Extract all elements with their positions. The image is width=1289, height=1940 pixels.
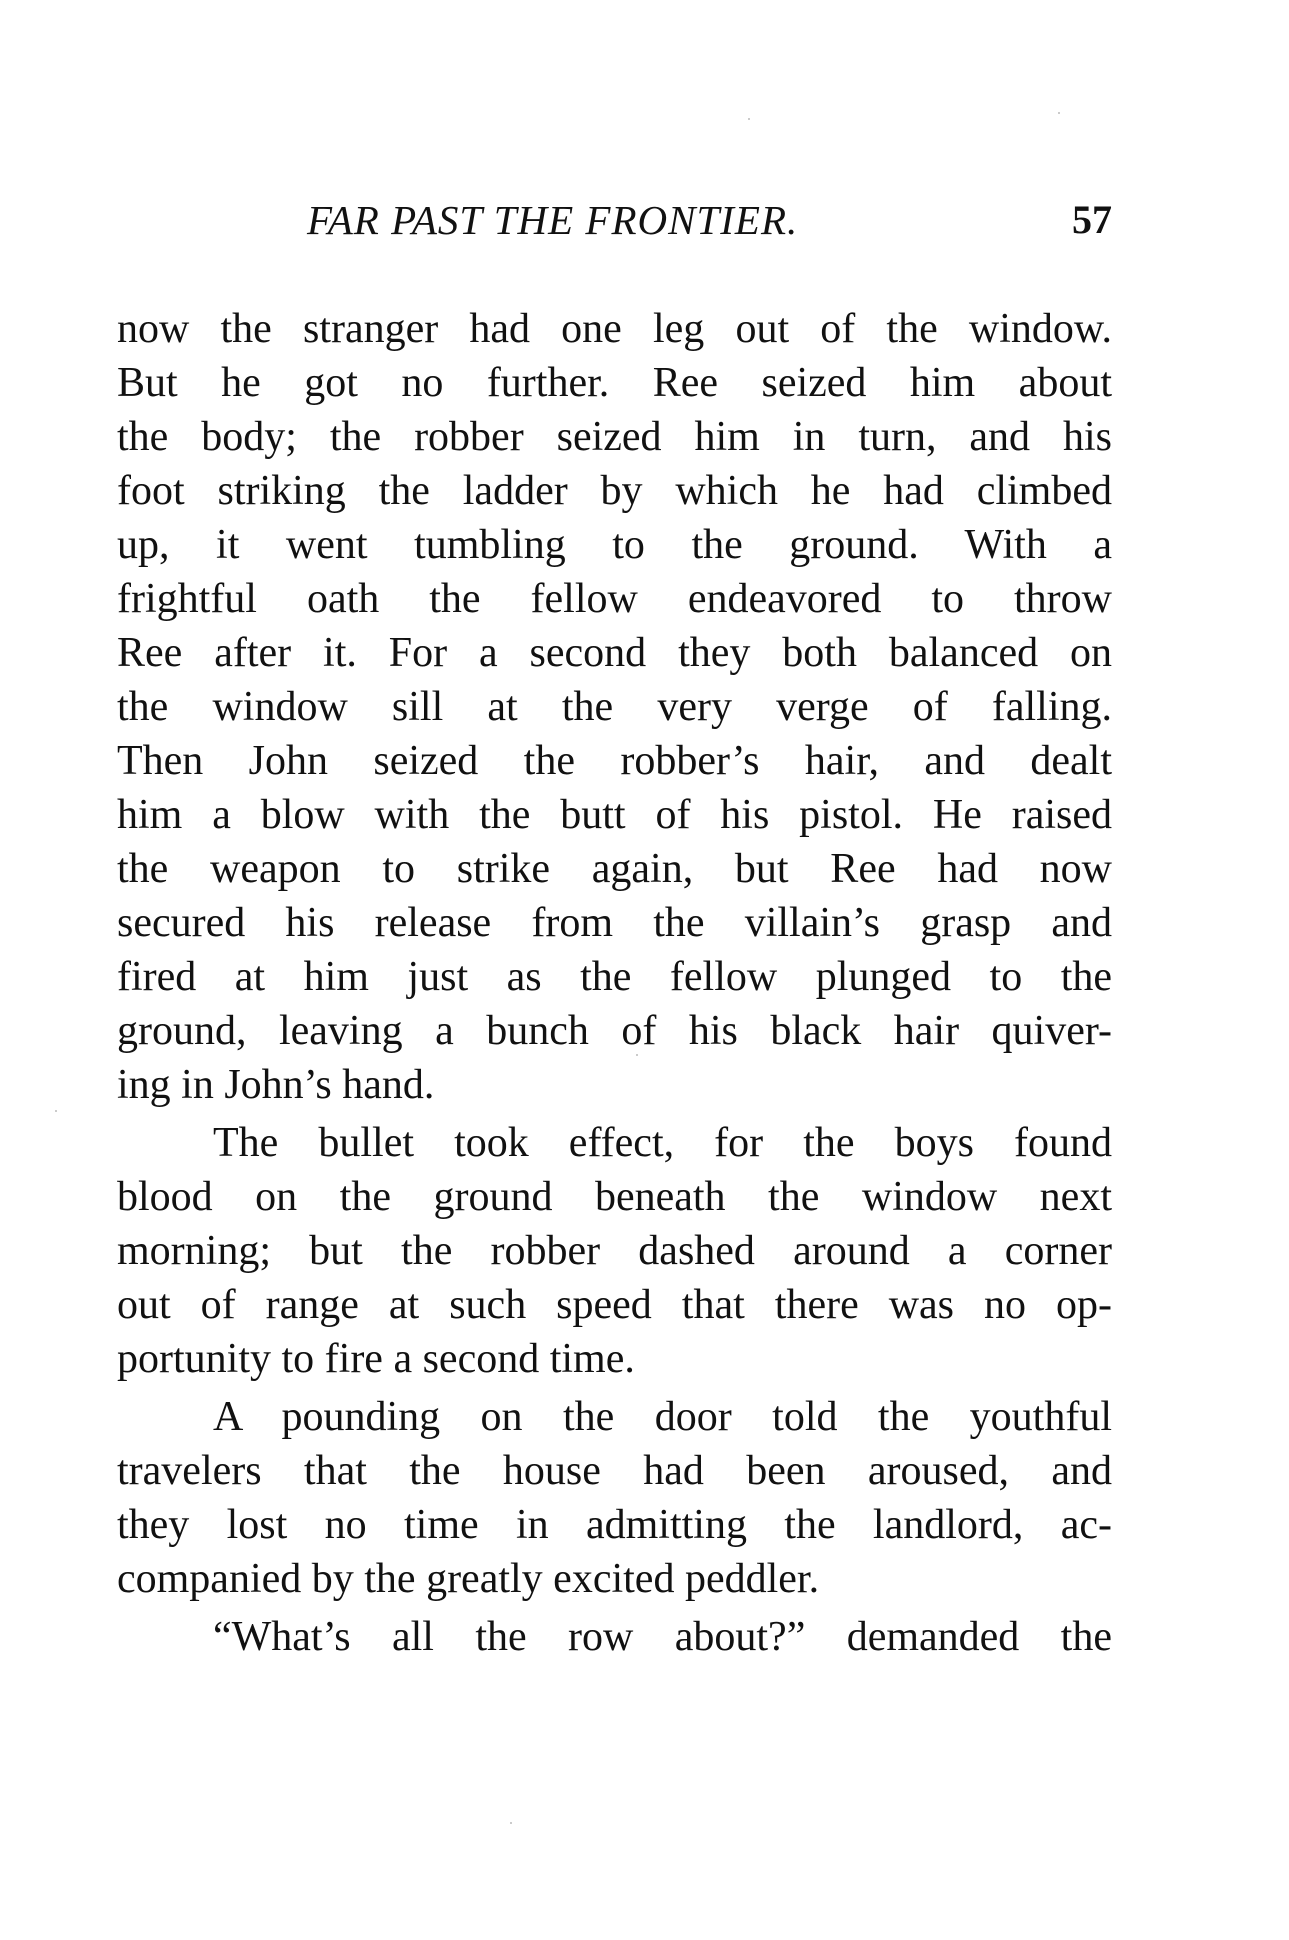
paragraph-3 — [117, 1390, 1112, 1606]
paragraph-1 — [117, 302, 1112, 1112]
text-line: travelers that the house had been aroused, and — [117, 1448, 1112, 1494]
text-line: foot striking the ladder by which he had climbed — [117, 468, 1112, 514]
paragraph-4 — [117, 1610, 1112, 1664]
text-line: the window sill at the very verge of falling. — [117, 684, 1112, 730]
scan-speck — [748, 118, 750, 120]
text-line: Ree after it. For a second they both balanced on — [117, 630, 1112, 676]
text-line: the weapon to strike again, but Ree had now — [117, 846, 1112, 892]
text-line: Then John seized the robber’s hair, and dealt — [117, 738, 1112, 784]
running-head — [117, 196, 1112, 244]
text-line: ing in John’s hand. — [117, 1062, 435, 1108]
text-line: blood on the ground beneath the window next — [117, 1174, 1112, 1220]
text-line: fired at him just as the fellow plunged to the — [117, 954, 1112, 1000]
text-line: him a blow with the butt of his pistol. He raised — [117, 792, 1112, 838]
page-number: 57 — [1072, 197, 1112, 242]
text-line: up, it went tumbling to the ground. With a — [117, 522, 1112, 568]
text-line: secured his release from the villain’s grasp and — [117, 900, 1112, 946]
text-line: But he got no further. Ree seized him about — [117, 360, 1112, 406]
scan-speck — [1058, 112, 1060, 114]
text-line: they lost no time in admitting the landlord, ac- — [117, 1502, 1112, 1548]
text-line: “What’s all the row about?” demanded the — [213, 1614, 1112, 1660]
text-line: companied by the greatly excited peddler. — [117, 1556, 820, 1602]
text-line: the body; the robber seized him in turn, and his — [117, 414, 1112, 460]
scan-speck — [55, 1110, 57, 1112]
text-line: portunity to fire a second time. — [117, 1336, 635, 1382]
text-line: out of range at such speed that there was no op- — [117, 1282, 1112, 1328]
text-line: frightful oath the fellow endeavored to throw — [117, 576, 1112, 622]
scan-speck — [636, 1054, 638, 1056]
scan-speck — [510, 1822, 512, 1824]
text-line: The bullet took effect, for the boys found — [213, 1120, 1112, 1166]
text-line: ground, leaving a bunch of his black hair quiver- — [117, 1008, 1112, 1054]
paragraph-2 — [117, 1116, 1112, 1386]
running-title: FAR PAST THE FRONTIER. — [307, 197, 799, 243]
text-line: morning; but the robber dashed around a corner — [117, 1228, 1112, 1274]
text-line: now the stranger had one leg out of the window. — [117, 306, 1112, 352]
body-text — [117, 302, 1112, 1664]
text-line: A pounding on the door told the youthful — [213, 1394, 1112, 1440]
